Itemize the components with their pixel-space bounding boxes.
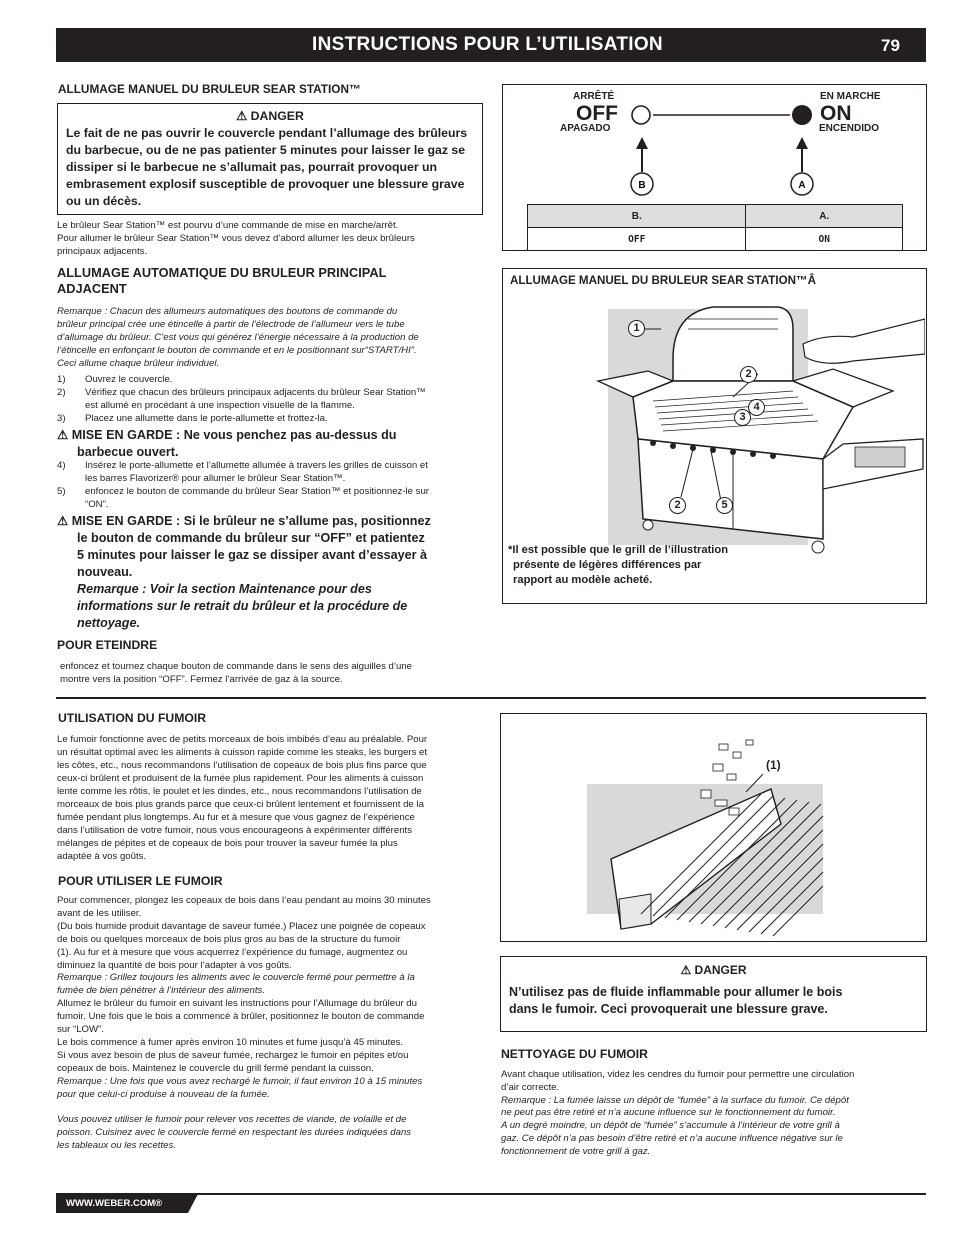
use-smoker-heading: POUR UTILISER LE FUMOIR bbox=[58, 874, 223, 888]
off-label-top: ARRÊTÉ bbox=[573, 91, 615, 102]
turn-off-text: enfoncez et tournez chaque bouton de commande dans le sens des aiguilles d’une montre vers la position “OFF”. Fermez l’arrivée de gaz à la source. bbox=[60, 661, 413, 685]
turn-off-heading: POUR ETEINDRE bbox=[57, 638, 158, 652]
danger-text-2: N’utilisez pas de fluide inflammable pour allumer le bois dans le fumoir. Ceci provoquerait une blessure grave. bbox=[509, 985, 843, 1016]
off-indicator-icon bbox=[632, 106, 650, 124]
arrow-a-icon bbox=[796, 137, 808, 149]
clean-smoker-heading: NETTOYAGE DU FUMOIR bbox=[501, 1047, 648, 1061]
on-label-bottom: ENCENDIDO bbox=[819, 123, 880, 134]
on-label-top: EN MARCHE bbox=[820, 91, 881, 102]
grill-figure-box bbox=[502, 268, 927, 604]
danger-box-2 bbox=[500, 956, 927, 1032]
table-header-b: B. bbox=[528, 205, 746, 228]
danger-box-1 bbox=[57, 103, 483, 215]
section-divider bbox=[56, 697, 926, 699]
on-indicator-icon bbox=[792, 105, 812, 125]
smoker-text: Le fumoir fonctionne avec de petits morceaux de bois imbibés d’eau au préalable. Pour un résultat optimal avec les aliments à cuisson rapide comme les steaks, les burgers et les côtes, etc., nous recommandons l’utilisation de copeaux de bois plus fins parce que ceux-ci brûlent et produisent de la fumée plus rapidement. Pour les aliments à cuisson lente comme les rôtis, le poulet et les dindes, etc., nous recommandons l’utilisation de morceaux de bois plus grands parce que ceux-ci brûlent lentement et fournissent de la fumée pendant plus longtemps. Au fur et à mesure que vous gagnez de l’expérience dans l’utilisation de votre fumoir, nous vous encourageons à expérimenter différents mélanges de pépites et de copeaux de bois pour trouver la saveur fumée la plus adaptée à vos goûts. bbox=[57, 734, 428, 862]
on-label: ON bbox=[820, 102, 852, 125]
smoker-illustration bbox=[501, 714, 926, 941]
switch-panel bbox=[502, 84, 927, 251]
grill-figure-title: ALLUMAGE MANUEL DU BRULEUR SEAR STATION™Â bbox=[510, 274, 816, 287]
table-header-a: A. bbox=[746, 205, 903, 228]
callout-2-bottom: 2 bbox=[669, 497, 686, 514]
figure-note: *Il est possible que le grill de l’illustration présente de légères différences par rapport au modèle acheté. bbox=[508, 544, 729, 586]
danger-text-1: Le fait de ne pas ouvrir le couvercle pendant l’allumage des brûleurs du barbecue, ou de ne pas patienter 5 minutes pour laisser le gaz se dissiper si le barbecue ne s’allumait pas, pourrait provoquer un embrasement explosif susceptible de provoquer une blessure grave ou un décès. bbox=[66, 126, 468, 208]
intro-text: Le brûleur Sear Station™ est pourvu d’une commande de mise en marche/arrêt. Pour allumer le brûleur Sear Station™ vous devez d’abord allumer les deux brûleurs principaux adjacents. bbox=[57, 220, 415, 257]
steps-list-a: 1) Ouvrez le couvercle. 2) Vérifiez que chacun des brûleurs principaux adjacents du brûleur Sear Station™ est allumé en procédant à une inspection visuelle de la flamme. 3) Placez une allumette dans le porte-allumette et frottez-la. bbox=[57, 374, 426, 424]
danger-title-1: ⚠ DANGER bbox=[236, 109, 304, 123]
hand-illustration bbox=[803, 319, 925, 363]
callout-5: 5 bbox=[716, 497, 733, 514]
marker-b: B bbox=[638, 180, 646, 191]
clean-smoker-text: Avant chaque utilisation, videz les cendres du fumoir pour permettre une circulation d’air correcte. Remarque : La fumée laisse un dépôt de “fumée” à la surface du fumoir. Ce dépôt ne peut pas être retiré et n’a aucune influence sur le fonctionnement du fumoir. A un degré moindre, un dépôt de “fumée” s’accumule à l’intérieur de votre grill à gaz. Ce dépôt n’a pas besoin d’être retiré et n’a aucune influence négative sur le fonctionnement de votre grill à gaz. bbox=[501, 1069, 855, 1157]
auto-lighting-heading: ALLUMAGE AUTOMATIQUE DU BRULEUR PRINCIPAL ADJACENT bbox=[57, 265, 387, 296]
steps-list-b: 4) Insérez le porte-allumette et l’allumette allumée à travers les grilles de cuisson et les barres Flavorizer® pour allumer le brûleur Sear Station™. 5) enfoncez le bouton de commande du brûleur Sear Station™ et positionnez-le sur “ON”. bbox=[57, 460, 429, 510]
smoker-figure-box bbox=[500, 713, 927, 942]
marker-a: A bbox=[798, 180, 806, 191]
callout-4: 4 bbox=[748, 399, 765, 416]
page-number: 79 bbox=[881, 36, 900, 55]
table-value-a: ON bbox=[746, 228, 903, 251]
smoker-heading: UTILISATION DU FUMOIR bbox=[58, 711, 207, 725]
switch-diagram bbox=[503, 85, 926, 200]
off-label-bottom: APAGADO bbox=[560, 123, 611, 134]
grill-lid bbox=[673, 307, 793, 381]
smoker-callout: (1) bbox=[766, 758, 781, 772]
caution-2: ⚠ MISE EN GARDE : Si le brûleur ne s’allume pas, positionnez le bouton de commande du brûleur sur “OFF” et patientez 5 minutes pour laisser le gaz se dissiper avant d’essayer à nouveau. Remarque : Voir la section Maintenance pour des informations sur le retrait du brûleur et la procédure de nettoyage. bbox=[57, 514, 431, 630]
arrow-b-icon bbox=[636, 137, 648, 149]
use-smoker-text: Pour commencer, plongez les copeaux de bois dans l’eau pendant au moins 30 minutes avant de les utiliser. (Du bois humide produit davantage de saveur fumée.) Placez une poignée de copeaux de bois ou quelques morceaux de bois plus gros au bas de la structure du fumoir (1). Au fur et à mesure que vous acquerrez l’expérience du fumage, augmentez ou diminuez la quantité de bois pour l’adapter à vos goûts. Remarque : Grillez toujours les aliments avec le couvercle fermé pour permettre à la fumée de bien pénétrer à l’intérieur des aliments. Allumez le brûleur du fumoir en suivant les instructions pour l’Allumage du brûleur du fumoir. Une fois que le bois a commencé à brûler, positionnez le bouton de commande sur “LOW”. Le bois commence à fumer après environ 10 minutes et fume jusqu’à 45 minutes. Si vous avez besoin de plus de saveur fumée, rechargez le fumoir en pépites et/ou copeaux de bois. Maintenez le couvercle du grill fermé pendant la cuisson. Remarque : Une fois que vous avez rechargé le fumoir, il faut environ 10 à 15 minutes pour que celui-ci produise à nouveau de la fumée. Vous pouvez utiliser le fumoir pour relever vos recettes de viande, de volaille et de poisson. Cuisinez avec le couvercle fermé en respectant les durées indiquées dans les tableaux ou les recettes. bbox=[57, 895, 431, 1152]
caution-1: ⚠ MISE EN GARDE : Ne vous penchez pas au-dessus du barbecue ouvert. bbox=[57, 428, 397, 459]
manual-lighting-heading: ALLUMAGE MANUEL DU BRULEUR SEAR STATION™ bbox=[58, 82, 361, 96]
off-label: OFF bbox=[576, 102, 618, 125]
footer-url[interactable]: WWW.WEBER.COM® bbox=[66, 1198, 163, 1209]
callout-2-top: 2 bbox=[740, 366, 757, 383]
auto-remark: Remarque : Chacun des allumeurs automatiques des boutons de commande du brûleur principal crée une étincelle à partir de l’électrode de l’allumeur vers le tube d’allumage du brûleur. C’est vous qui générez l’énergie nécessaire à la production de l’étincelle en enfonçant le bouton de commande et en le positionnant sur“START/HI”. Ceci allume chaque brûleur individuel. bbox=[57, 306, 419, 369]
page-title: INSTRUCTIONS POUR L’UTILISATION bbox=[312, 34, 663, 55]
callout-1: 1 bbox=[628, 320, 645, 337]
table-value-b: OFF bbox=[528, 228, 746, 251]
callout-3: 3 bbox=[734, 409, 751, 426]
danger-title-2: ⚠ DANGER bbox=[680, 963, 747, 977]
switch-table bbox=[527, 204, 903, 251]
